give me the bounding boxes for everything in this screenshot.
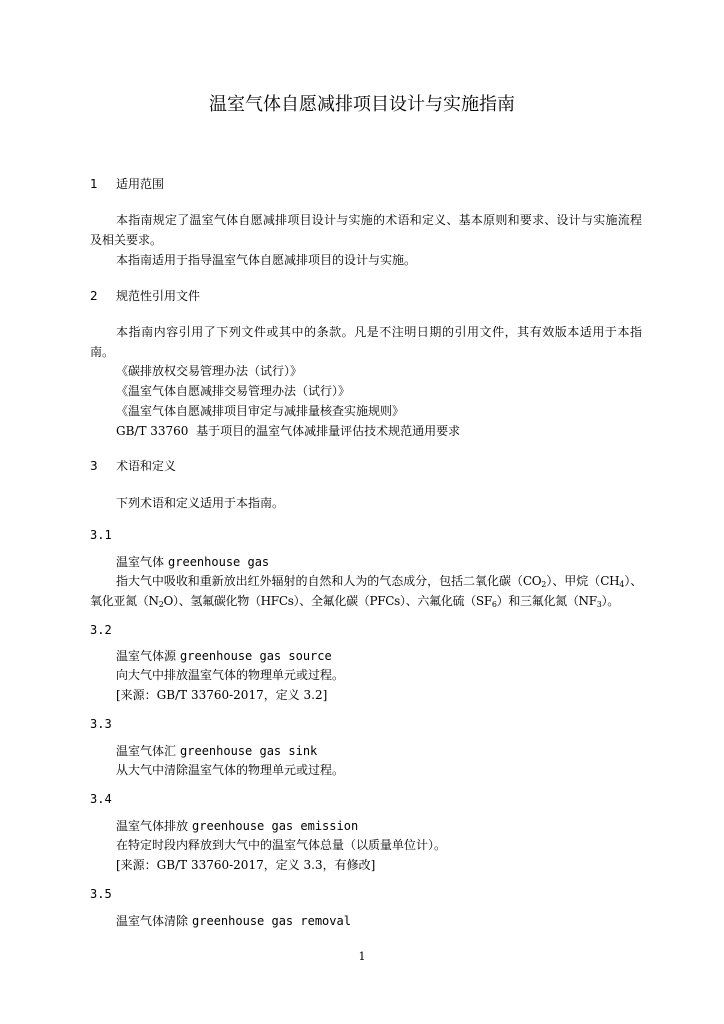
section-1-heading bbox=[90, 176, 164, 192]
section-title: 规范性引用文件 bbox=[116, 289, 201, 303]
paragraph: 本指南适用于指导温室气体自愿减排项目的设计与实施。 bbox=[116, 253, 417, 267]
document-title: 温室气体自愿减排项目设计与实施指南 bbox=[209, 94, 515, 115]
term-en: greenhouse gas sink bbox=[180, 744, 318, 758]
paragraph: 下列术语和定义适用于本指南。 bbox=[116, 496, 285, 510]
section-title: 术语和定义 bbox=[116, 459, 177, 473]
section-number: 3 bbox=[90, 459, 98, 473]
reference-item: 《温室气体自愿减排交易管理办法（试行）》 bbox=[116, 384, 351, 398]
paragraph: 本指南规定了温室气体自愿减排项目设计与实施的术语和定义、基本原则和要求、设计与实施流程及相关要求。 bbox=[90, 213, 642, 247]
section-3-heading bbox=[90, 458, 176, 474]
term-entry bbox=[116, 743, 317, 759]
term-definition: 在特定时段内释放到大气中的温室气体总量（以质量单位计）。 bbox=[116, 838, 447, 852]
term-en: greenhouse gas removal bbox=[192, 914, 351, 928]
subsection-number: 3.2 bbox=[90, 623, 112, 637]
subsection-number: 3.1 bbox=[90, 528, 112, 542]
term-en: greenhouse gas bbox=[168, 555, 270, 569]
term-entry bbox=[116, 554, 269, 570]
paragraph: 本指南内容引用了下列文件或其中的条款。凡是不注明日期的引用文件，其有效版本适用于本指南。 bbox=[90, 325, 642, 359]
reference-item: GB/T 33760 基于项目的温室气体减排量评估技术规范通用要求 bbox=[116, 424, 461, 438]
reference-item: 《温室气体自愿减排项目审定与减排量核查实施规则》 bbox=[116, 404, 405, 418]
term-entry bbox=[116, 648, 332, 664]
subsection-number: 3.5 bbox=[90, 887, 112, 901]
term-en: greenhouse gas source bbox=[180, 649, 332, 663]
term-entry bbox=[116, 818, 358, 834]
term-en: greenhouse gas emission bbox=[192, 819, 359, 833]
section-2-heading bbox=[90, 288, 200, 304]
page-number: 1 bbox=[358, 950, 366, 963]
term-definition: 指大气中吸收和重新放出红外辐射的自然和人为的气态成分，包括二氧化碳$(CO_2)$、甲烷$(CH_4)$、氧化亚氮$(N_2O)$、氢氟碳化物（HFCs）、全氟化碳（PFCs）、六氟化硫$(SF_6)$和三氟化氮$(NF_3)$。 bbox=[90, 574, 642, 609]
section-number: 1 bbox=[90, 177, 98, 191]
term-zh: 温室气体汇 bbox=[116, 744, 177, 758]
term-definition: 向大气中排放温室气体的物理单元或过程。 bbox=[116, 668, 345, 682]
section-number: 2 bbox=[90, 289, 98, 303]
reference-item: 《碳排放权交易管理办法（试行）》 bbox=[116, 364, 303, 378]
term-entry bbox=[116, 913, 351, 929]
term-definition: 从大气中清除温室气体的物理单元或过程。 bbox=[116, 763, 345, 777]
term-source: [来源：GB/T 33760-2017，定义 3.3，有修改] bbox=[116, 858, 376, 872]
term-zh: 温室气体排放 bbox=[116, 819, 189, 833]
section-title: 适用范围 bbox=[116, 177, 165, 191]
subsection-number: 3.3 bbox=[90, 717, 112, 731]
term-zh: 温室气体清除 bbox=[116, 914, 189, 928]
subsection-number: 3.4 bbox=[90, 792, 112, 806]
term-zh: 温室气体源 bbox=[116, 649, 177, 663]
term-source: [来源：GB/T 33760-2017，定义 3.2] bbox=[116, 688, 328, 702]
term-zh: 温室气体 bbox=[116, 555, 165, 569]
